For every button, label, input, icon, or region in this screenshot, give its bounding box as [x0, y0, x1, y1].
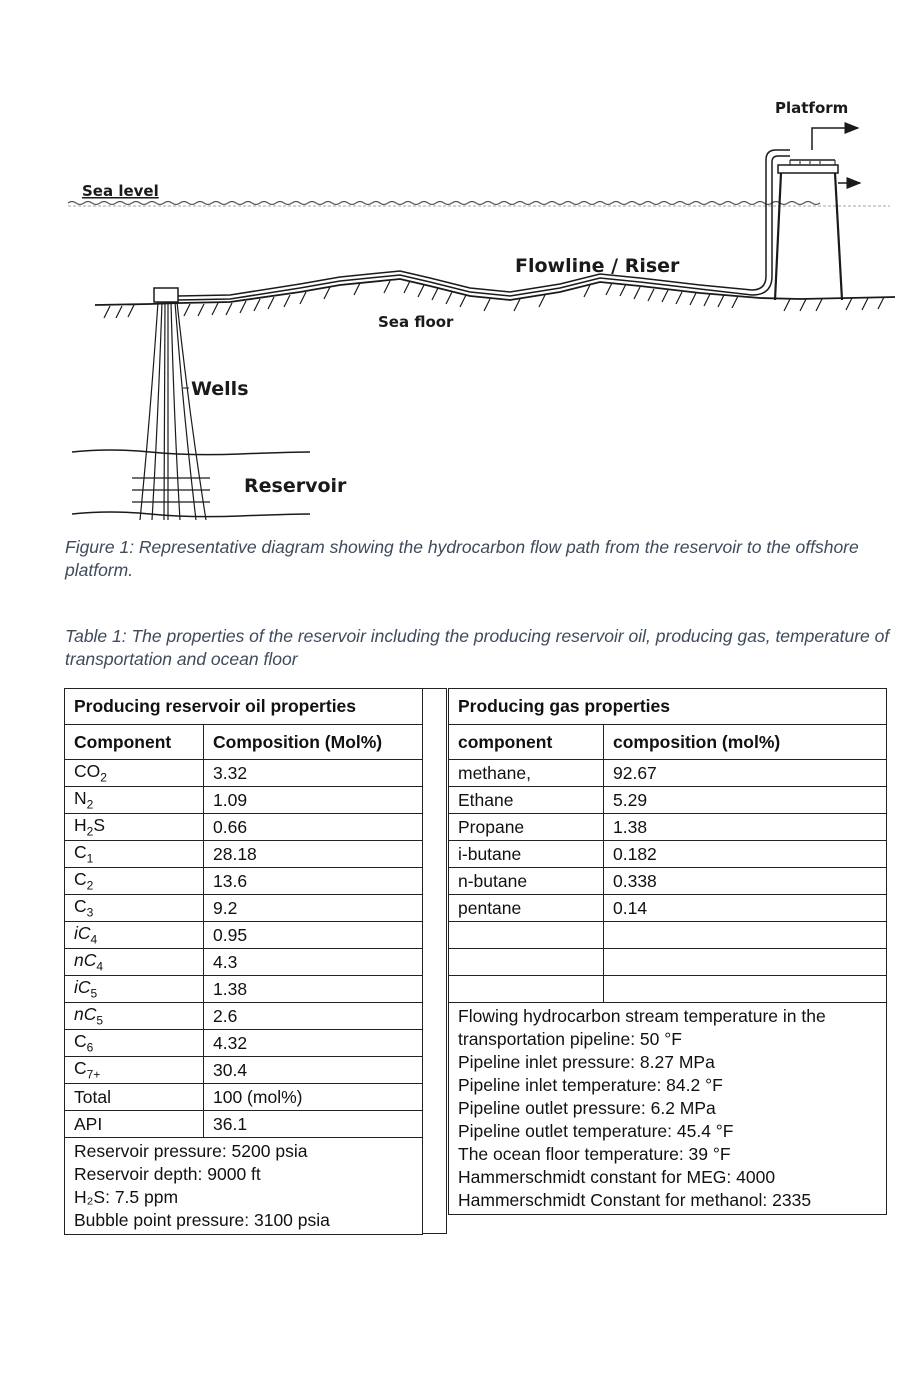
gas-table-row	[449, 868, 887, 895]
oil-composition-cell: 13.6	[204, 868, 423, 895]
oil-composition-cell: 30.4	[204, 1057, 423, 1084]
component-name: C	[74, 1058, 87, 1079]
gas-component-cell: n-butane	[449, 868, 604, 895]
gas-table-header-row	[449, 725, 887, 760]
component-subscript: 2	[86, 797, 94, 812]
gas-notes-row	[449, 1003, 887, 1215]
component-name: nC	[74, 950, 97, 971]
component-name: iC	[74, 977, 91, 998]
component-name: H	[74, 815, 87, 836]
gas-composition-cell: 1.38	[604, 814, 887, 841]
wellhead-template	[154, 288, 178, 302]
gas-note-line: Pipeline outlet temperature: 45.4 °F	[458, 1121, 734, 1141]
gas-table-row	[449, 976, 887, 1003]
gas-table-row	[449, 841, 887, 868]
oil-composition-cell: 9.2	[204, 895, 423, 922]
gas-notes-cell	[449, 1003, 887, 1215]
reservoir-bottom	[72, 512, 310, 517]
oil-composition-cell: 36.1	[204, 1111, 423, 1138]
oil-composition-cell: 4.3	[204, 949, 423, 976]
oil-composition-cell: 0.66	[204, 814, 423, 841]
oil-table-row	[65, 922, 423, 949]
component-name: C	[74, 869, 87, 890]
oil-table-row	[65, 814, 423, 841]
component-name: C	[74, 1031, 87, 1052]
oil-composition-cell: 28.18	[204, 841, 423, 868]
gas-note-line: Hammerschmidt constant for MEG: 4000	[458, 1167, 776, 1187]
gas-composition-cell: 0.182	[604, 841, 887, 868]
oil-note-line: Bubble point pressure: 3100 psia	[74, 1210, 330, 1230]
component-name: CO	[74, 761, 101, 782]
gas-component-cell: i-butane	[449, 841, 604, 868]
oil-component-cell	[65, 1084, 204, 1111]
component-subscript: 1	[86, 851, 94, 866]
platform-structure	[775, 128, 860, 300]
gas-note-line: Flowing hydrocarbon stream temperature in the transportation pipeline: 50 °F	[458, 1006, 826, 1049]
oil-composition-cell: 3.32	[204, 760, 423, 787]
oil-table-row	[65, 1003, 423, 1030]
oil-table-row	[65, 949, 423, 976]
component-name: iC	[74, 923, 91, 944]
gas-table-row	[449, 760, 887, 787]
component-subscript: 6	[86, 1040, 94, 1055]
flowline	[178, 150, 790, 296]
oil-composition-cell: 100 (mol%)	[204, 1084, 423, 1111]
oil-table-row	[65, 1030, 423, 1057]
oil-table-header-row	[65, 725, 423, 760]
component-name: C	[74, 896, 87, 917]
table-separator-column	[422, 688, 447, 1234]
oil-notes-cell	[65, 1138, 423, 1235]
oil-table-row	[65, 976, 423, 1003]
gas-composition-cell	[604, 922, 887, 949]
oil-component-cell	[65, 976, 204, 1003]
gas-composition-cell	[604, 949, 887, 976]
oil-component-cell	[65, 1111, 204, 1138]
component-subscript: 7+	[86, 1067, 101, 1082]
component-subscript: 2	[86, 824, 94, 839]
oil-composition-cell: 4.32	[204, 1030, 423, 1057]
flow-path-diagram	[0, 0, 900, 540]
oil-note-line: Reservoir depth: 9000 ft	[74, 1164, 261, 1184]
component-name: C	[74, 842, 87, 863]
gas-composition-cell: 92.67	[604, 760, 887, 787]
gas-component-cell: Propane	[449, 814, 604, 841]
oil-table-row	[65, 1084, 423, 1111]
oil-composition-cell: 0.95	[204, 922, 423, 949]
oil-table-row	[65, 1111, 423, 1138]
sea-level-label: Sea level	[82, 182, 159, 200]
oil-component-cell	[65, 760, 204, 787]
gas-component-cell: Ethane	[449, 787, 604, 814]
gas-composition-cell: 0.14	[604, 895, 887, 922]
gas-properties-table	[448, 688, 887, 1215]
gas-note-line: Pipeline inlet temperature: 84.2 °F	[458, 1075, 723, 1095]
oil-component-cell	[65, 1057, 204, 1084]
gas-composition-cell: 5.29	[604, 787, 887, 814]
gas-component-cell	[449, 976, 604, 1003]
sea-floor-label: Sea floor	[378, 313, 454, 331]
component-subscript: 3	[86, 905, 94, 920]
oil-composition-cell: 2.6	[204, 1003, 423, 1030]
oil-table-row	[65, 1057, 423, 1084]
wells-label: Wells	[191, 378, 249, 400]
gas-table-row	[449, 895, 887, 922]
oil-note-line: Reservoir pressure: 5200 psia	[74, 1141, 308, 1161]
gas-note-line: Pipeline inlet pressure: 8.27 MPa	[458, 1052, 715, 1072]
oil-table-row	[65, 895, 423, 922]
oil-table-row	[65, 868, 423, 895]
oil-component-cell	[65, 1003, 204, 1030]
gas-col-composition: composition (mol%)	[604, 725, 887, 760]
gas-table-row	[449, 814, 887, 841]
figure-caption: Figure 1: Representative diagram showing the hydrocarbon flow path from the reservoir to the offshore platform.	[65, 537, 859, 580]
gas-table-row	[449, 922, 887, 949]
gas-component-cell	[449, 949, 604, 976]
component-name: nC	[74, 1004, 97, 1025]
oil-col-composition: Composition (Mol%)	[204, 725, 423, 760]
sea-level-line	[68, 202, 820, 205]
flowline-riser-label: Flowline / Riser	[515, 255, 680, 277]
gas-note-line: Hammerschmidt Constant for methanol: 2335	[458, 1190, 812, 1210]
oil-component-cell	[65, 949, 204, 976]
component-subscript: 2	[86, 878, 94, 893]
component-subscript: 5	[96, 1013, 104, 1028]
table-caption: Table 1: The properties of the reservoir including the producing reservoir oil, producing gas, temperature of transportation and ocean floor	[65, 626, 890, 669]
oil-component-cell	[65, 814, 204, 841]
component-name: N	[74, 788, 87, 809]
oil-table-row	[65, 760, 423, 787]
component-subscript: 5	[90, 986, 98, 1001]
oil-note-line: H₂S: 7.5 ppm	[74, 1187, 179, 1207]
gas-col-component: component	[449, 725, 604, 760]
component-name: API	[74, 1113, 103, 1134]
oil-table-row	[65, 787, 423, 814]
gas-note-line: Pipeline outlet pressure: 6.2 MPa	[458, 1098, 716, 1118]
oil-component-cell	[65, 868, 204, 895]
gas-composition-cell: 0.338	[604, 868, 887, 895]
component-subscript: 2	[100, 770, 107, 785]
wells	[140, 302, 206, 520]
gas-table-row	[449, 949, 887, 976]
oil-component-cell	[65, 1030, 204, 1057]
gas-table-title-row	[449, 689, 887, 725]
oil-table-title-row	[65, 689, 423, 725]
gas-component-cell: methane,	[449, 760, 604, 787]
component-subscript: 4	[96, 959, 104, 974]
gas-table-row	[449, 787, 887, 814]
gas-component-cell	[449, 922, 604, 949]
component-suffix: S	[93, 815, 106, 836]
oil-table-row	[65, 841, 423, 868]
platform-label: Platform	[775, 99, 849, 117]
gas-note-line: The ocean floor temperature: 39 °F	[458, 1144, 731, 1164]
reservoir-top	[72, 450, 310, 455]
reservoir-label: Reservoir	[244, 475, 347, 497]
oil-composition-cell: 1.38	[204, 976, 423, 1003]
oil-composition-cell: 1.09	[204, 787, 423, 814]
gas-composition-cell	[604, 976, 887, 1003]
oil-component-cell	[65, 841, 204, 868]
oil-notes-row	[65, 1138, 423, 1235]
oil-col-component: Component	[65, 725, 204, 760]
oil-component-cell	[65, 787, 204, 814]
oil-component-cell	[65, 895, 204, 922]
oil-table-title: Producing reservoir oil properties	[65, 689, 423, 725]
oil-component-cell	[65, 922, 204, 949]
component-name: Total	[74, 1086, 111, 1107]
gas-table-title: Producing gas properties	[449, 689, 887, 725]
component-subscript: 4	[90, 932, 98, 947]
gas-component-cell: pentane	[449, 895, 604, 922]
oil-properties-table	[64, 688, 423, 1235]
